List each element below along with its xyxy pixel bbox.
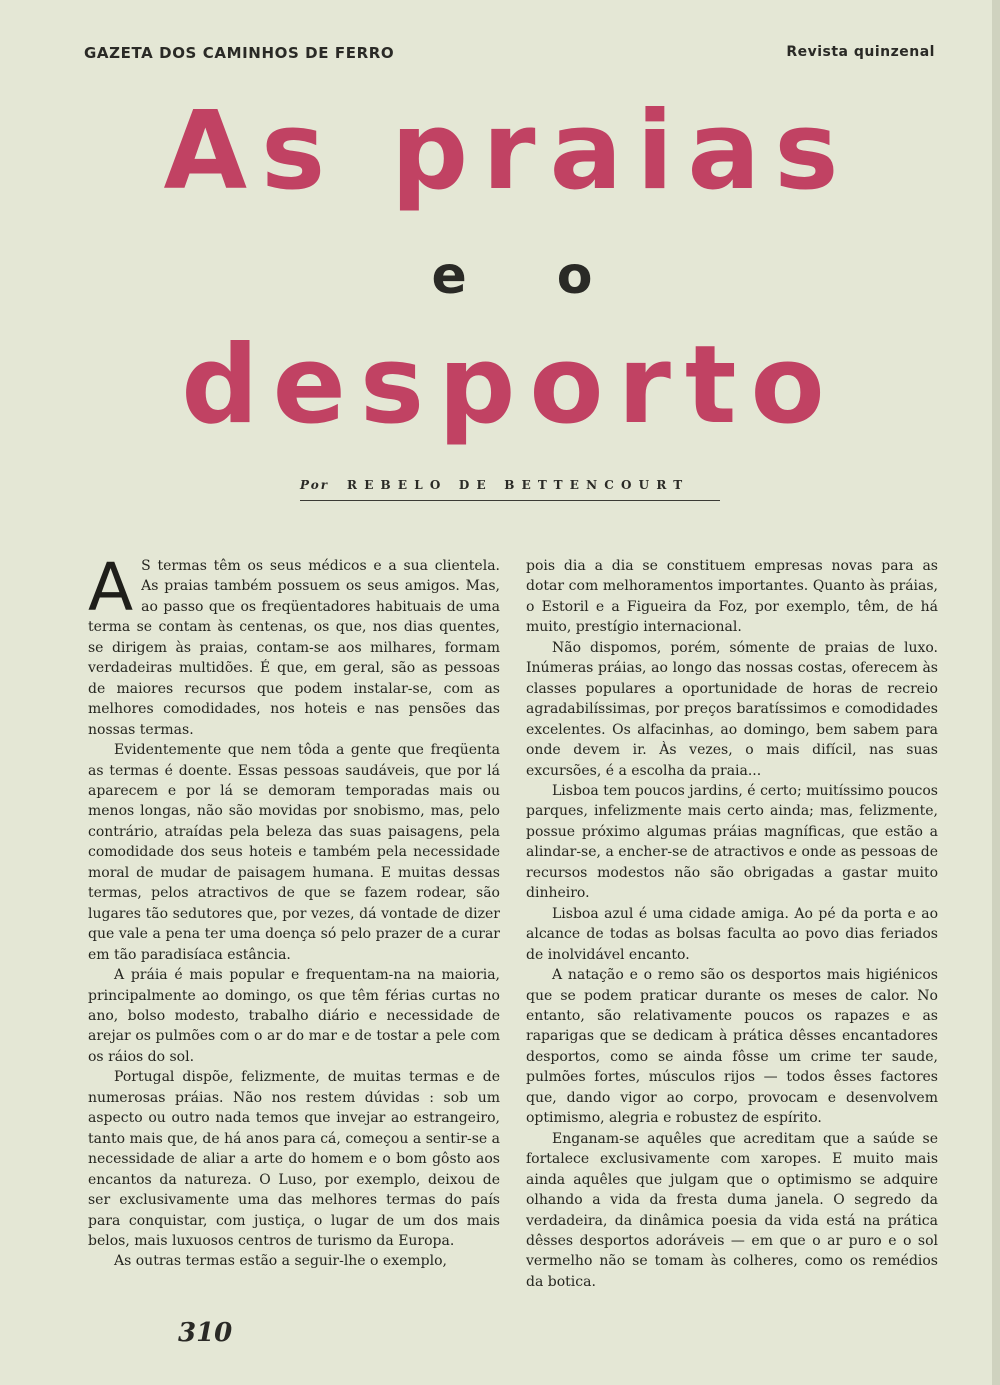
byline-prefix: Por <box>300 478 330 492</box>
paragraph: Não dispomos, porém, sómente de praias de luxo. Inúmeras práias, ao longo das nossas costas, oferecem às classes populares a oportunidade de horas de recreio agradabilíssimas, por preços baratíssimos e comodidades excelentes. Os alfacinhas, ao domingo, bem sabem para onde devem ir. Às vezes, o mais difícil, nas suas excursões, é a escolha da praia... <box>526 639 938 779</box>
paragraph: Portugal dispõe, felizmente, de muitas termas e de numerosas práias. Não nos restem dúvidas : sob um aspecto ou outro nada temos que invejar ao estrangeiro, tanto mais que, de há anos para cá, começou a sentir-se a necessidade de aliar a arte do homem e o bom gôsto aos encantos da natureza. O Luso, por exemplo, deixou de ser exclusivamente uma das melhores termas do país para conquistar, com justiça, o lugar de um dos mais belos, mais luxuosos centros de turismo da Europa. <box>88 1069 500 1249</box>
running-header <box>84 44 935 68</box>
title-line-1: As praias <box>163 89 853 214</box>
paragraph: Lisboa tem poucos jardins, é certo; muitíssimo poucos parques, infelizmente mais certo ainda; mas, felizmente, possue próximo algumas práias magníficas, que estão a alindar-se, a encher-se de atractivos e onde as pessoas de recursos modestos não são obrigadas a gastar muito dinheiro. <box>526 782 938 902</box>
paragraph: A práia é mais popular e frequentam-na na maioria, principalmente ao domingo, os que têm férias curtas no ano, bolso modesto, trabalho diário e necessidade de arejar os pulmões com o ar do mar e de tostar a pele com os ráios do sol. <box>88 967 500 1065</box>
paragraph: Evidentemente que nem tôda a gente que freqüenta as termas é doente. Essas pessoas saudáveis, que por lá aparecem e por lá se demoram temporadas mais ou menos longas, não são movidas por snobismo, mas, pelo contrário, atraídas pela beleza das suas paisagens, pela comodidade dos seus hoteis e também pela necessidade moral de mudar de paisagem humana. E muitas dessas termas, pelos atractivos de que se fazem rodear, são lugares tão sedutores que, por vezes, dá vontade de dizer que vale a pena ter uma doença só pelo prazer de a curar em tão paradisíaca estância. <box>88 742 500 963</box>
publication-name: GAZETA DOS CAMINHOS DE FERRO <box>84 44 395 62</box>
byline <box>300 478 720 501</box>
paragraph: A S termas têm os seus médicos e a sua clientela. As praias também possuem os seus amigos. Mas, ao passo que os freqüentadores habituais de uma terma se contam às centenas, os que, nos dias quentes, se dirigem às praias, contam-se aos milhares, formam verdadeiras multidões. É que, em geral, são as pessoas de maiores recursos que podem instalar-se, com as melhores comodidades, nos hoteis e nas pensões das nossas termas. <box>88 549 500 738</box>
page-edge <box>992 0 1000 1385</box>
paragraph: Lisboa azul é uma cidade amiga. Ao pé da porta e ao alcance de todas as bolsas faculta ao povo dias feriados de inolvidável encanto. <box>526 905 938 963</box>
paragraph: As outras termas estão a seguir-lhe o exemplo, <box>114 1253 447 1270</box>
page-number: 310 <box>178 1318 233 1348</box>
paragraph: Enganam-se aquêles que acreditam que a saúde se fortalece exclusivamente com xaropes. E muito mais ainda aquêles que julgam que o optimismo se adquire olhando a vida da fresta duma janela. O segredo da verdadeira, da dinâmica poesia da vida está na prática dêsses desportos adoráveis — em que o ar puro e o sol vermelho não se tomam às colheres, como os remédios da botica. <box>526 1130 938 1290</box>
paragraph: A natação e o remo são os desportos mais higiénicos que se podem praticar durante os meses de calor. No entanto, são relativamente poucos os rapazes e as raparigas que se dedicam à prática dêsses encantadores desportos, como se ainda fôsse um crime ter saude, pulmões fortes, músculos rijos — todos êsses factores que, dando vigor ao corpo, provocam e desenvolvem optimismo, alegria e robustez de espírito. <box>526 967 938 1127</box>
byline-author: REBELO DE BETTENCOURT <box>347 478 690 492</box>
publication-frequency: Revista quinzenal <box>786 44 935 60</box>
title-line-2: e o <box>431 246 629 306</box>
paragraph: pois dia a dia se constituem empresas novas para as dotar com melhoramentos importantes. Quanto às práias, o Estoril e a Figueira da Foz, por exemplo, têm, de há muito, prestígio internacional. <box>526 558 938 636</box>
article-column-left <box>88 549 500 1272</box>
drop-cap: A <box>88 549 134 626</box>
article-column-right <box>526 556 938 1292</box>
title-line-3: desporto <box>181 323 839 448</box>
